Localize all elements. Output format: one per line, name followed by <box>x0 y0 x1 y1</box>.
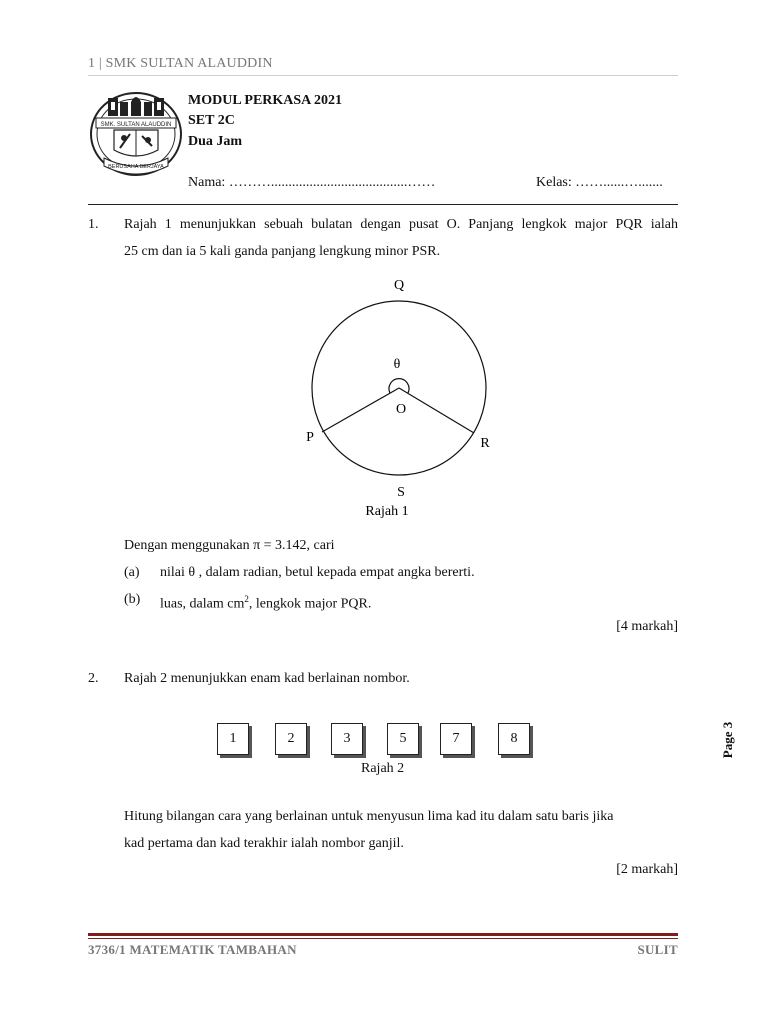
module-duration: Dua Jam <box>188 134 243 149</box>
label-r: R <box>480 436 490 451</box>
q1-part-a-label: (a) <box>124 565 140 580</box>
figure2-caption: Rajah 2 <box>361 761 405 776</box>
q2-marks: [2 markah] <box>616 862 678 877</box>
footer-classification: SULIT <box>637 942 678 957</box>
nama-field[interactable]: Nama: ……….......................................…… <box>188 175 436 190</box>
q1-part-a-text: nilai θ , dalam radian, betul kepada empat angka bererti. <box>160 565 475 580</box>
side-page-number: Page 3 <box>720 721 735 759</box>
logo-ribbon-text: SMK. SULTAN ALAUDDIN <box>100 122 172 128</box>
number-card: 1 <box>217 723 249 755</box>
q1-line1: Rajah 1 menunjukkan sebuah bulatan dengan pusat O. Panjang lengkok major PQR ialah <box>124 217 678 232</box>
module-title: MODUL PERKASA 2021 <box>188 93 343 108</box>
q2-text1: Hitung bilangan cara yang berlainan untuk menyusun lima kad itu dalam satu baris jika <box>124 809 614 824</box>
q1-part-b-text <box>160 586 371 618</box>
label-p: P <box>306 430 314 445</box>
label-theta: θ <box>393 357 401 372</box>
label-q: Q <box>393 278 405 293</box>
kelas-field[interactable]: Kelas: ……......…....... <box>536 175 663 190</box>
number-card: 5 <box>387 723 419 755</box>
q1-part-b-sup: 2 <box>244 594 249 604</box>
q1-number: 1. <box>88 217 99 232</box>
q1-marks: [4 markah] <box>616 619 678 634</box>
number-card: 3 <box>331 723 363 755</box>
q2-number: 2. <box>88 671 99 686</box>
number-card: 2 <box>275 723 307 755</box>
figure1-caption: Rajah 1 <box>365 504 409 519</box>
number-card: 8 <box>498 723 530 755</box>
school-logo <box>88 88 184 178</box>
circle-diagram <box>290 270 510 530</box>
q1-line2: 25 cm dan ia 5 kali ganda panjang lengkung minor PSR. <box>124 244 441 259</box>
radius-op <box>322 388 399 432</box>
footer-subject: 3736/1 MATEMATIK TAMBAHAN <box>88 942 297 957</box>
header-rule <box>88 75 678 76</box>
label-s: S <box>397 485 405 500</box>
running-header: 1 | SMK SULTAN ALAUDDIN <box>88 56 273 71</box>
radius-or <box>399 388 474 433</box>
q1-instruction: Dengan menggunakan π = 3.142, cari <box>124 538 335 553</box>
header-divider <box>88 204 678 205</box>
number-card: 7 <box>440 723 472 755</box>
q2-line1: Rajah 2 menunjukkan enam kad berlainan nombor. <box>124 671 410 686</box>
q2-text2: kad pertama dan kad terakhir ialah nombor ganjil. <box>124 836 404 851</box>
footer-rule-thin <box>88 938 678 939</box>
q1-part-b-post: , lengkok major PQR. <box>248 596 372 612</box>
q1-part-b-pre: luas, dalam cm <box>160 596 245 612</box>
logo-motto: BERUSAHA BERJAYA <box>108 164 164 170</box>
footer-rule-thick <box>88 933 678 936</box>
module-set: SET 2C <box>188 113 235 128</box>
label-o: O <box>395 402 407 417</box>
angle-arc <box>389 379 409 393</box>
q1-part-b-label: (b) <box>124 592 141 607</box>
